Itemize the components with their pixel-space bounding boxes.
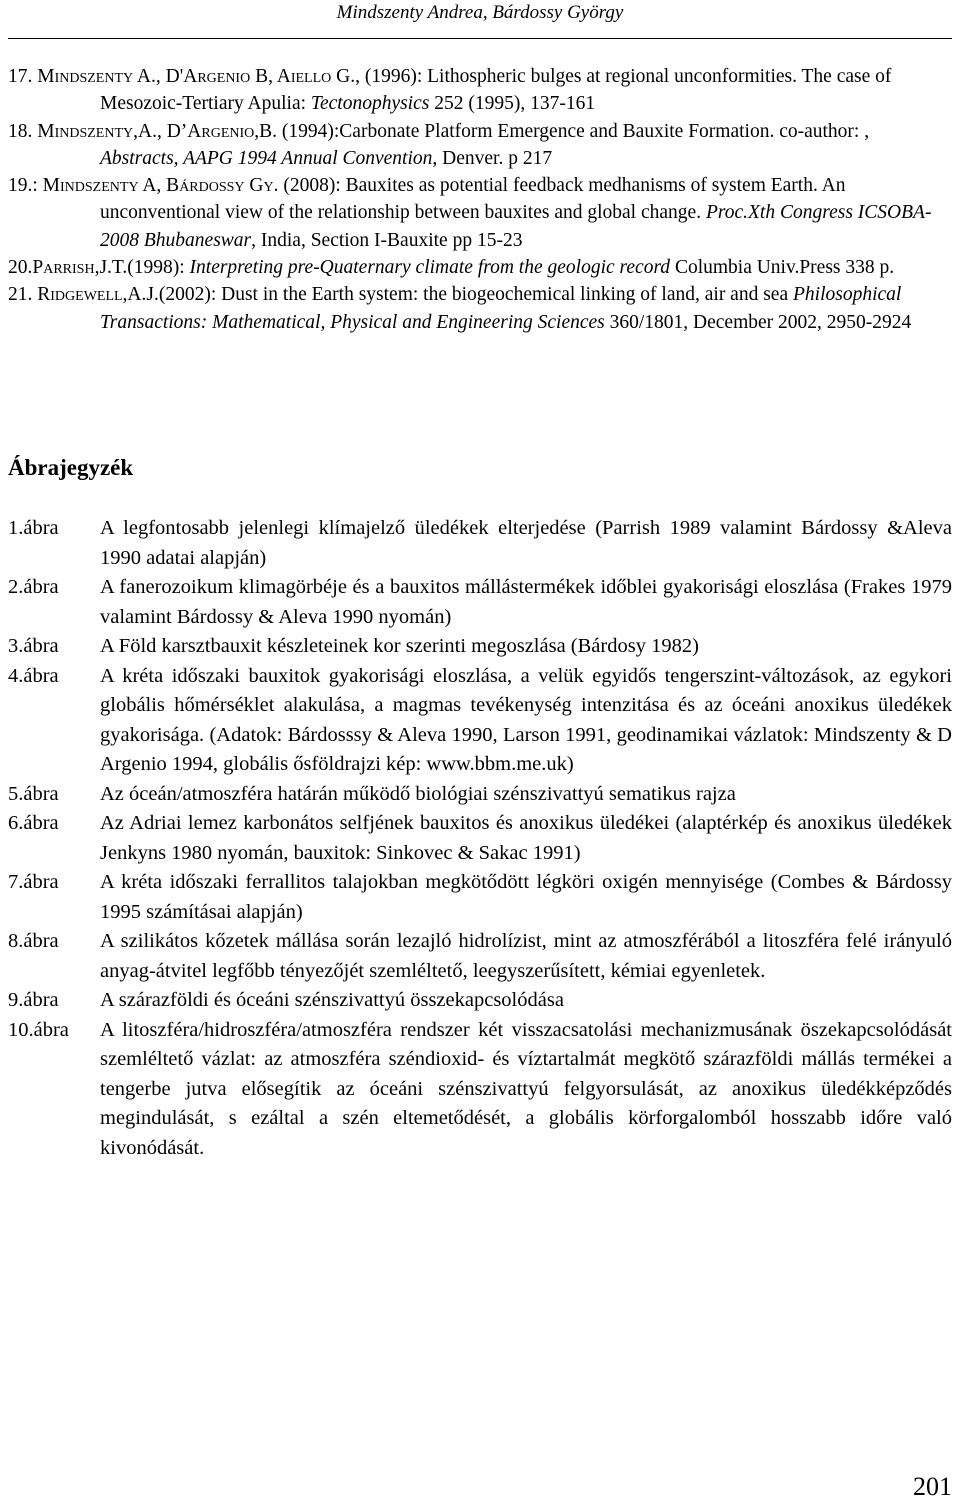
figure-item [8,809,952,868]
figure-list [8,514,952,1163]
reference-list [8,63,952,336]
reference-authors: 17. Mindszenty A., D'Argenio B, Aiello G. [8,66,356,87]
reference-source: Abstracts, AAPG 1994 Annual Convention [100,147,433,169]
figure-item [8,986,952,1016]
figure-item [8,662,952,780]
reference-tail: Columbia Univ.Press 338 p. [670,257,895,279]
figure-item [8,1016,952,1164]
figure-item [8,514,952,573]
reference-source: Proc.Xth Congress ICSOBA-2008 Bhubaneswar [100,202,932,251]
figure-caption: A litoszféra/hidroszféra/atmoszféra rendszer két visszacsatolási mechanizmusának öszekapcsolódását szemléltető vázlat: az atmoszféra széndioxid- és víztartalmát megkötő szárazföldi mállás termékei a tengerbe jutva elősegítik az óceáni szénszivattyú felgyorsulását, az anoxikus üledékképződés megindulását, s ezáltal a szén eltemetődését, a globális körforgalomból hosszabb időre való kivonódását. [100,1018,952,1159]
reference-authors: 21. Ridgewell,A.J. [8,284,159,306]
figure-caption: Az Adriai lemez karbonátos selfjének bauxitos és anoxikus üledékei (alaptérkép és anoxikus üledékek Jenkyns 1980 nyomán, bauxitok: Sinkovec & Sakac 1991) [100,812,952,864]
reference-source: Philosophical Transactions: Mathematical, Physical and Engineering Sciences [100,284,902,333]
figure-caption: A szilikátos kőzetek mállása során lezajló hidrolízist, mint az atmoszférából a litoszféra felé irányuló anyag-átvitel legfőbb tényezőjét szemléltető, leegyszerűsített, kémiai egyenletek. [100,930,952,982]
figure-item [8,573,952,632]
reference-text: (2002): Dust in the Earth system: the biogeochemical linking of land, air and sea [158,284,793,306]
figure-number: 4.ábra [8,664,59,687]
reference-source: Interpreting pre-Quaternary climate from the geologic record [189,257,671,279]
figure-number: 5.ábra [8,782,59,805]
reference-authors: 18. Mindszenty,A., D’Argenio,B. [8,120,278,142]
reference-item [8,172,952,254]
reference-text: , (1996): Lithospheric bulges at regional unconformities. The case of Mesozoic-Tertiary Apulia: [100,66,892,115]
figure-number: 1.ábra [8,517,59,539]
figure-caption: A fanerozoikum klimagörbéje és a bauxitos mállástermékek időblei gyakorisági eloszlása (Frakes 1979 valamint Bárdossy & Aleva 1990 nyomán) [100,576,952,628]
reference-text: (1998): [127,257,190,279]
reference-source: Tectonophysics [310,93,430,115]
figure-item [8,780,952,810]
figure-item [8,868,952,927]
reference-item [8,254,952,281]
figure-number: 9.ábra [8,989,59,1011]
figure-number: 2.ábra [8,576,59,598]
running-header: Mindszenty Andrea, Bárdossy György [336,2,624,23]
reference-tail: 252 (1995), 137-161 [429,93,596,115]
reference-authors: 20.Parrish,J.T. [8,257,128,279]
figure-caption: Az óceán/atmoszféra határán működő biológiai szénszivattyú sematikus rajza [100,782,736,805]
figure-number: 6.ábra [8,812,59,834]
page-number: 201 [913,1472,952,1501]
reference-text: (2008): Bauxites as potential feedback medhanisms of system Earth. An unconventional view of the relationship between bauxites and global change. [100,175,846,224]
reference-text: (1994):Carbonate Platform Emergence and Bauxite Formation. co-author: , [277,120,870,142]
figure-caption: A legfontosabb jelenlegi klímajelző üledékek elterjedése (Parrish 1989 valamint Bárdossy &Aleva 1990 adatai alapján) [100,517,952,569]
figure-caption: A Föld karsztbauxit készleteinek kor szerinti megoszlása (Bárdosy 1982) [100,635,699,657]
reference-item [8,63,952,118]
figure-caption: A kréta időszaki bauxitok gyakorisági eloszlása, a velük egyidős tengerszint-változások, az egykori globális hőmérséklet alakulása, a magmas tevékenység intenzitása és az óceáni anoxikus üledékek gyakorisága. (Adatok: Bárdosssy & Aleva 1990, Larson 1991, geodinamikai vázlatok: Mindszenty & D Argenio 1994, globális ősföldrajzi kép: www.bbm.me.uk) [100,664,952,775]
figure-caption: A szárazföldi és óceáni szénszivattyú összekapcsolódása [100,989,564,1011]
figure-item [8,632,952,662]
reference-tail: 360/1801, December 2002, 2950-2924 [604,311,912,333]
section-heading: Ábrajegyzék [8,455,134,480]
reference-item [8,281,952,336]
reference-tail: , India, Section I-Bauxite pp 15-23 [251,229,523,251]
figure-number: 8.ábra [8,930,59,952]
reference-item [8,118,952,173]
reference-authors: 19.: Mindszenty A, Bárdossy Gy. [8,175,279,197]
figure-caption: A kréta időszaki ferrallitos talajokban megkötődött légköri oxigén mennyisége (Combes & Bárdossy 1995 számításai alapján) [100,871,952,923]
figure-number: 3.ábra [8,635,59,657]
header-rule [8,38,952,39]
figure-item [8,927,952,986]
figure-number: 7.ábra [8,871,59,893]
figure-number: 10.ábra [8,1018,69,1041]
reference-tail: , Denver. p 217 [432,147,553,169]
